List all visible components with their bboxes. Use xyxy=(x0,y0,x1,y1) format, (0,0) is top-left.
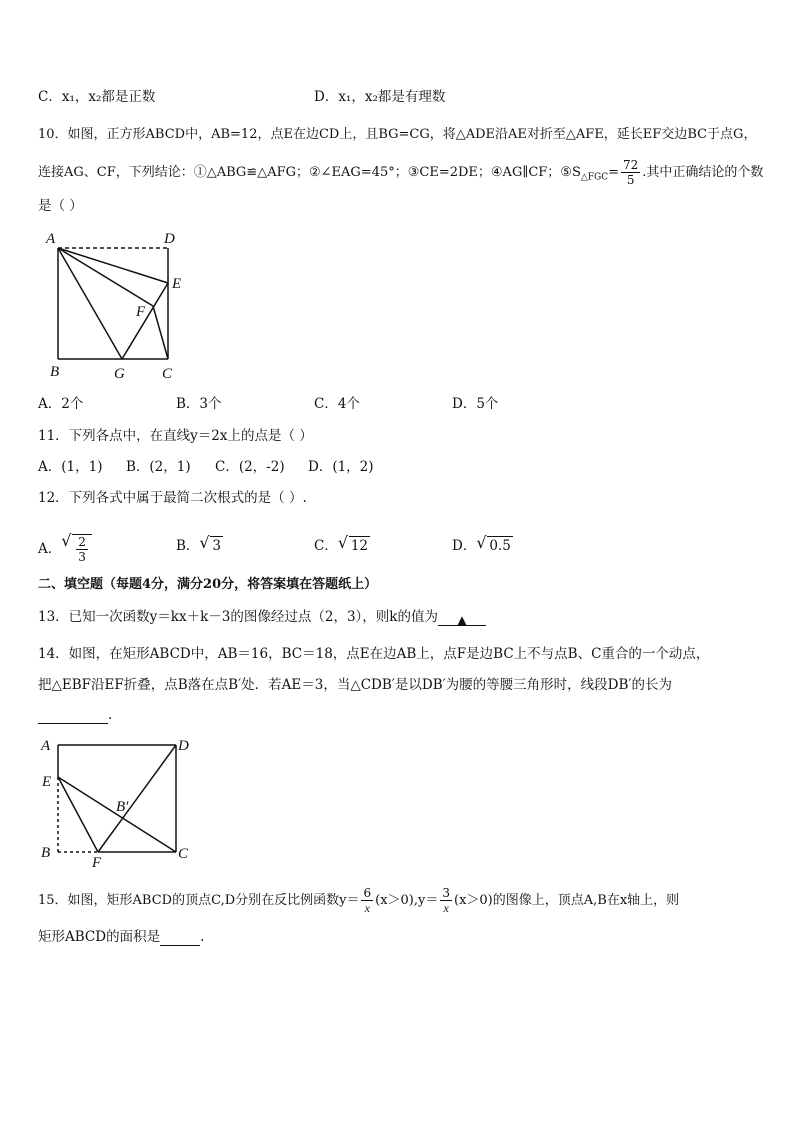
q9-option-d: D．x₁，x₂都是有理数 xyxy=(314,89,446,105)
q14-label-a: A xyxy=(41,738,51,754)
q12-a-num: 2 xyxy=(78,535,86,549)
q15-period: . xyxy=(200,929,205,945)
q10-frac-num: 72 xyxy=(623,158,639,172)
q15-f2-num: 3 xyxy=(442,886,450,900)
q15-text-post: (x＞0)的图像上，顶点A,B在x轴上，则 xyxy=(454,893,680,908)
q10-label-f: F xyxy=(136,304,146,320)
q12-option-b xyxy=(176,533,223,555)
q13-stem xyxy=(38,608,486,626)
q11-stem: 11．下列各点中，在直线y＝2x上的点是（ ） xyxy=(38,428,313,444)
q12-option-d-label: D． xyxy=(452,538,477,554)
q11-option-c: C．(2，-2) xyxy=(215,459,285,475)
q12-b-radicand: 3 xyxy=(212,538,222,554)
q10-label-a: A xyxy=(46,231,56,247)
q10-stem-line3: 是（ ） xyxy=(38,198,83,214)
section-2-heading: 二、填空题（每题4分，满分20分，将答案填在答题纸上） xyxy=(38,577,378,592)
q11-option-d: D．(1，2) xyxy=(308,459,374,475)
q12-d-radicand: 0.5 xyxy=(489,538,511,554)
q15-fraction-1 xyxy=(361,886,373,915)
q10-frac-den: 5 xyxy=(626,173,635,187)
q15-fraction-2 xyxy=(440,886,452,915)
q12-option-d-sqrt: √ 0.5 xyxy=(476,533,511,554)
q10-stem-line1: 10．如图，正方形ABCD中，AB=12，点E在边CD上，且BG=CG，将△ADE沿AE对折至△AFE，延长EF交边BC于点G， xyxy=(38,127,757,142)
q12-option-c-sqrt: √ 12 xyxy=(337,533,369,554)
q10-label-g: G xyxy=(114,366,125,382)
q12-c-radicand: 12 xyxy=(350,538,369,554)
q15-answer-blank xyxy=(160,931,200,946)
q10-label-d: D xyxy=(164,231,175,247)
q15-text-mid: (x＞0),y＝ xyxy=(375,893,439,908)
q11-option-a: A．(1，1) xyxy=(38,459,103,475)
q10-option-b: B．3个 xyxy=(176,396,222,412)
q10-area-subscript: △FGC xyxy=(580,172,609,183)
q14-answer-blank xyxy=(38,709,108,724)
q12-option-c-label: C． xyxy=(314,538,338,554)
q14-stem-line3 xyxy=(38,706,112,724)
q15-f1-num: 6 xyxy=(363,886,372,900)
q14-label-c: C xyxy=(178,846,189,862)
q14-rectangle-figure xyxy=(36,734,196,869)
q12-option-a-sqrt: √ $\frac{2}{3}$ xyxy=(61,534,92,564)
q14-stem-line2: 把△EBF沿EF折叠，点B落在点B′处．若AE＝3，当△CDB′是以DB′为腰的等腰三角形时，线段DB′的长为 xyxy=(38,677,672,693)
q14-label-d: D xyxy=(178,738,189,754)
q10-option-a: A．2个 xyxy=(38,396,84,412)
q15-f2-den: x xyxy=(443,901,449,915)
q10-label-c: C xyxy=(162,366,173,382)
q11-option-b: B．(2，1) xyxy=(126,459,191,475)
q15-text-pre: 15．如图，矩形ABCD的顶点C,D分别在反比例函数y＝ xyxy=(38,893,360,908)
q14-label-b: B xyxy=(41,845,51,861)
q12-stem: 12．下列各式中属于最简二次根式的是（ ）. xyxy=(38,490,307,506)
q12-a-den: 3 xyxy=(78,550,86,564)
q12-option-b-sqrt: √ 3 xyxy=(199,533,222,554)
q13-triangle-mark: ▲ xyxy=(457,613,467,627)
q10-option-c: C．4个 xyxy=(314,396,360,412)
q12-option-b-label: B． xyxy=(176,538,200,554)
q14-period: . xyxy=(108,707,113,723)
q10-stem-line2 xyxy=(38,158,763,187)
q10-fraction xyxy=(621,158,640,187)
q12-option-d xyxy=(452,533,513,555)
q10-equals: = xyxy=(608,165,620,180)
q14-label-f: F xyxy=(92,855,102,869)
q9-option-c: C．x₁，x₂都是正数 xyxy=(38,89,156,105)
q15-line2-text: 矩形ABCD的面积是 xyxy=(38,929,161,945)
q10-label-b: B xyxy=(50,364,60,380)
q13-text: 13．已知一次函数y＝kx＋k－3的图像经过点（2，3），则k的值为 xyxy=(38,609,438,625)
q10-square-figure xyxy=(40,226,200,386)
q10-line2-post: .其中正确结论的个数 xyxy=(642,165,764,180)
q10-line2-text: 连接AG、CF，下列结论：①△ABG≌△AFG；②∠EAG=45°；③CE=2DE；④AG∥CF；⑤S xyxy=(38,165,581,180)
q15-stem-line2 xyxy=(38,928,204,946)
q14-label-bprime: B′ xyxy=(116,799,129,815)
q12-option-c xyxy=(314,533,370,555)
q12-option-a-label: A． xyxy=(38,541,62,557)
q14-label-e: E xyxy=(42,774,52,790)
q14-stem-line1: 14．如图，在矩形ABCD中，AB＝16，BC＝18，点E在边AB上，点F是边BC上不与点B、C重合的一个动点， xyxy=(38,646,710,662)
q15-stem-line1 xyxy=(38,886,679,915)
q10-label-e: E xyxy=(172,276,182,292)
q10-option-d: D．5个 xyxy=(452,396,499,412)
q13-answer-blank xyxy=(438,611,486,626)
q12-option-a xyxy=(38,531,92,564)
q15-f1-den: x xyxy=(364,901,370,915)
